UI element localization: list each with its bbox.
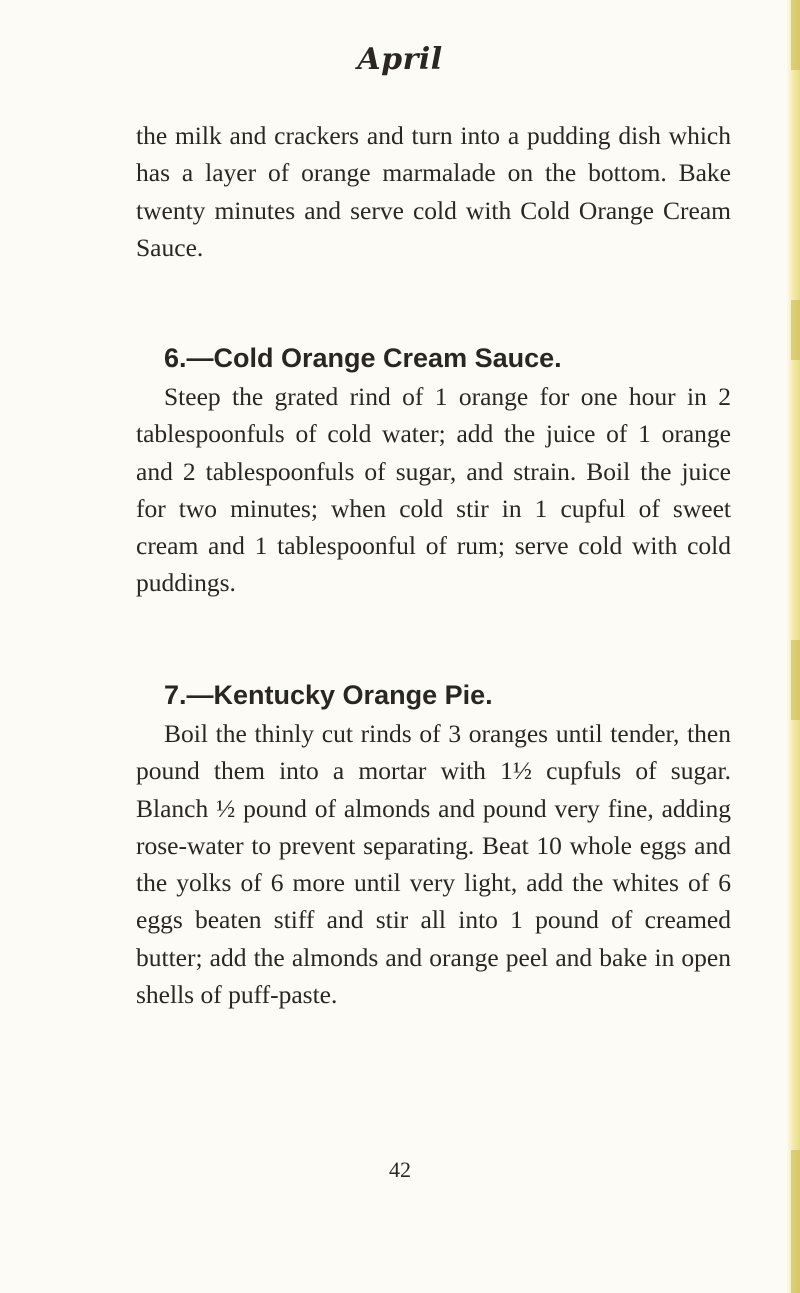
- continuation-paragraph: [136, 117, 731, 266]
- running-head: April: [357, 42, 443, 77]
- recipe-section: [136, 675, 731, 1013]
- recipe-body: Boil the thinly cut rinds of 3 oranges until tender, then pound them into a mortar with 1½ cupfuls of sugar. Blanch ½ pound of almonds and pound very fine, adding rose-water to prevent separating. Beat 10 whole eggs and the yolks of 6 more until very light, add the whites of 6 eggs beaten stiff and stir all into 1 pound of creamed butter; add the almonds and orange peel and bake in open shells of puff-paste.: [136, 719, 731, 1010]
- page-number: 42: [389, 1157, 411, 1182]
- recipe-heading: 7.—Kentucky Orange Pie.: [164, 680, 493, 710]
- page-edge-mark: [791, 300, 800, 360]
- page-edge-mark: [791, 640, 800, 720]
- recipe-body: Steep the grated rind of 1 orange for one hour in 2 tablespoonfuls of cold water; add the juice of 1 orange and 2 tablespoonfuls of sugar, and strain. Boil the juice for two minutes; when cold stir in 1 cupful of sweet cream and 1 tablespoonful of rum; serve cold with cold puddings.: [136, 382, 731, 598]
- recipe-section: [136, 338, 731, 602]
- recipe-heading: 6.—Cold Orange Cream Sauce.: [164, 343, 562, 373]
- continuation-text: the milk and crackers and turn into a pudding dish which has a layer of orange marmalade on the bottom. Bake twenty minutes and serve cold with Cold Orange Cream Sauce.: [136, 121, 731, 262]
